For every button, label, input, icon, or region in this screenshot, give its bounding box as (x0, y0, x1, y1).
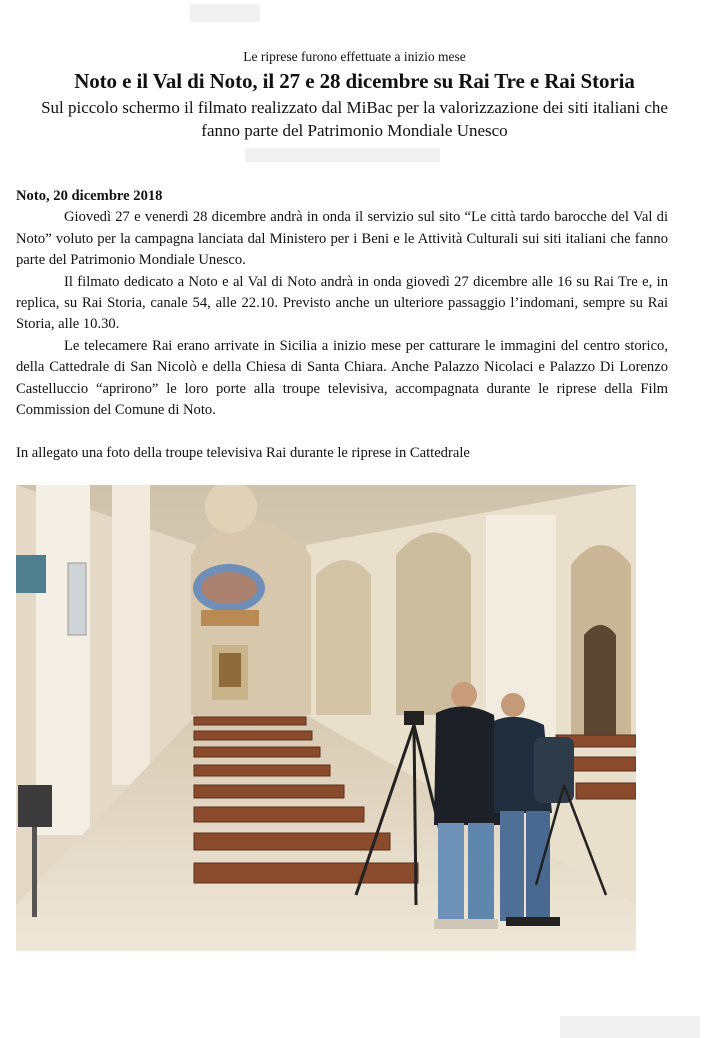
paragraph: Le telecamere Rai erano arrivate in Sicilia a inizio mese per catturare le immagini del centro storico, della Cattedrale di San Nicolò e della Chiesa di Santa Chiara. Anche Palazzo Nicolaci e Palazzo Di Lorenzo Castelluccio “aprirono” le loro porte alla troupe televisiva, accompagnata durante le riprese della Film Commission del Comune di Noto. (16, 337, 668, 419)
cathedral-photo (16, 485, 636, 951)
article-body (16, 186, 668, 464)
paragraph: Giovedì 27 e venerdì 28 dicembre andrà in onda il servizio sul sito “Le città tardo barocche del Val di Noto” voluto per la campagna lanciata dal Ministero per i Beni e le Attività Culturali sui siti italiani che fanno parte del Patrimonio Mondiale Unesco. (16, 209, 668, 269)
dateline: Noto, 20 dicembre 2018 (16, 188, 163, 204)
subheadline: Sul piccolo schermo il filmato realizzato dal MiBac per la valorizzazione dei siti italiani che fanno parte del Patrimonio Mondiale Unesco (41, 98, 668, 140)
page-title: Noto e il Val di Noto, il 27 e 28 dicembre su Rai Tre e Rai Storia (74, 69, 635, 93)
cathedral-interior-illustration (16, 485, 636, 951)
kicker-text: Le riprese furono effettuate a inizio mese (243, 49, 466, 64)
scan-artifact (560, 1016, 700, 1038)
scan-artifact (245, 148, 440, 162)
scan-artifact (190, 4, 260, 22)
paragraph: Il filmato dedicato a Noto e al Val di Noto andrà in onda giovedì 27 dicembre alle 16 su Rai Tre e, in replica, su Rai Storia, canale 54, alle 22.10. Previsto anche un ulteriore passaggio l’indomani, sempre su Rai Storia, alle 10.30. (16, 273, 668, 333)
photo-caption: In allegato una foto della troupe televisiva Rai durante le riprese in Cattedrale (16, 444, 470, 461)
